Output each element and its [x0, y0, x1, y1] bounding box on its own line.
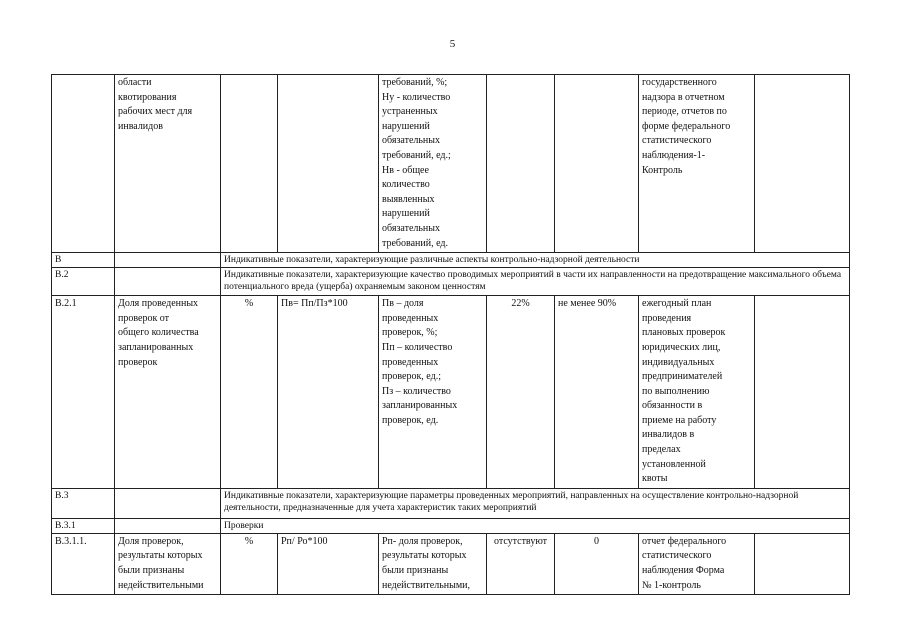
table-row: [52, 268, 850, 296]
extra-cell: [755, 533, 850, 594]
table-row: [52, 533, 850, 594]
indicator-name-cell: области квотирования рабочих мест для инвалидов: [115, 75, 221, 253]
indicator-name-cell: Доля проверок, результаты которых были признаны недействительными: [115, 533, 221, 594]
empty-cell: [115, 253, 221, 268]
extra-cell: [755, 75, 850, 253]
value-cell: [487, 75, 555, 253]
page-number: 5: [449, 38, 456, 50]
unit-cell: %: [221, 533, 278, 594]
indicators-table: [51, 74, 850, 595]
value-cell: отсутствуют: [487, 533, 555, 594]
table-row: [52, 75, 850, 253]
indicator-name-cell: Доля проведенных проверок от общего количества запланированных проверок: [115, 296, 221, 489]
extra-cell: [755, 296, 850, 489]
legend-cell: Рп- доля проверок, результаты которых были признаны недействительными,: [379, 533, 487, 594]
code-cell: В.3.1: [52, 518, 115, 533]
code-cell: В: [52, 253, 115, 268]
unit-cell: %: [221, 296, 278, 489]
target-cell: 0: [555, 533, 639, 594]
source-cell: государственного надзора в отчетном периоде, отчетов по форме федерального статистического наблюдения-1- Контроль: [639, 75, 755, 253]
unit-cell: [221, 75, 278, 253]
section-heading: Индикативные показатели, характеризующие качество проводимых мероприятий в части их направленности на предотвращение максимального объема потенциального вреда (ущерба) охраняемым законом ценностям: [221, 268, 850, 296]
value-cell: 22%: [487, 296, 555, 489]
target-cell: не менее 90%: [555, 296, 639, 489]
code-cell: В.2: [52, 268, 115, 296]
code-cell: В.2.1: [52, 296, 115, 489]
table-row: [52, 518, 850, 533]
table-row: [52, 296, 850, 489]
source-cell: отчет федерального статистического наблюдения Форма № 1-контроль: [639, 533, 755, 594]
target-cell: [555, 75, 639, 253]
legend-cell: Пв – доля проведенных проверок, %; Пп – количество проведенных проверок, ед.; Пз – количество запланированных проверок, ед.: [379, 296, 487, 489]
empty-cell: [115, 488, 221, 518]
code-cell: [52, 75, 115, 253]
section-heading: Проверки: [221, 518, 850, 533]
section-heading: Индикативные показатели, характеризующие параметры проведенных мероприятий, направленных на осуществление контрольно-надзорной деятельности, предназначенные для учета характеристик таких мероприятий: [221, 488, 850, 518]
empty-cell: [115, 518, 221, 533]
source-cell: ежегодный план проведения плановых проверок юридических лиц, индивидуальных предпринимателей по выполнению обязанности в приеме на работу инвалидов в пределах установленной квоты: [639, 296, 755, 489]
empty-cell: [115, 268, 221, 296]
legend-cell: требований, %; Ну - количество устраненных нарушений обязательных требований, ед.; Нв - общее количество выявленных нарушений обязательных требований, ед.: [379, 75, 487, 253]
formula-cell: Пв= Пп/Пз*100: [278, 296, 379, 489]
code-cell: В.3.1.1.: [52, 533, 115, 594]
formula-cell: [278, 75, 379, 253]
table-row: [52, 488, 850, 518]
table-row: [52, 253, 850, 268]
code-cell: В.3: [52, 488, 115, 518]
section-heading: Индикативные показатели, характеризующие различные аспекты контрольно-надзорной деятельности: [221, 253, 850, 268]
formula-cell: Рп/ Ро*100: [278, 533, 379, 594]
